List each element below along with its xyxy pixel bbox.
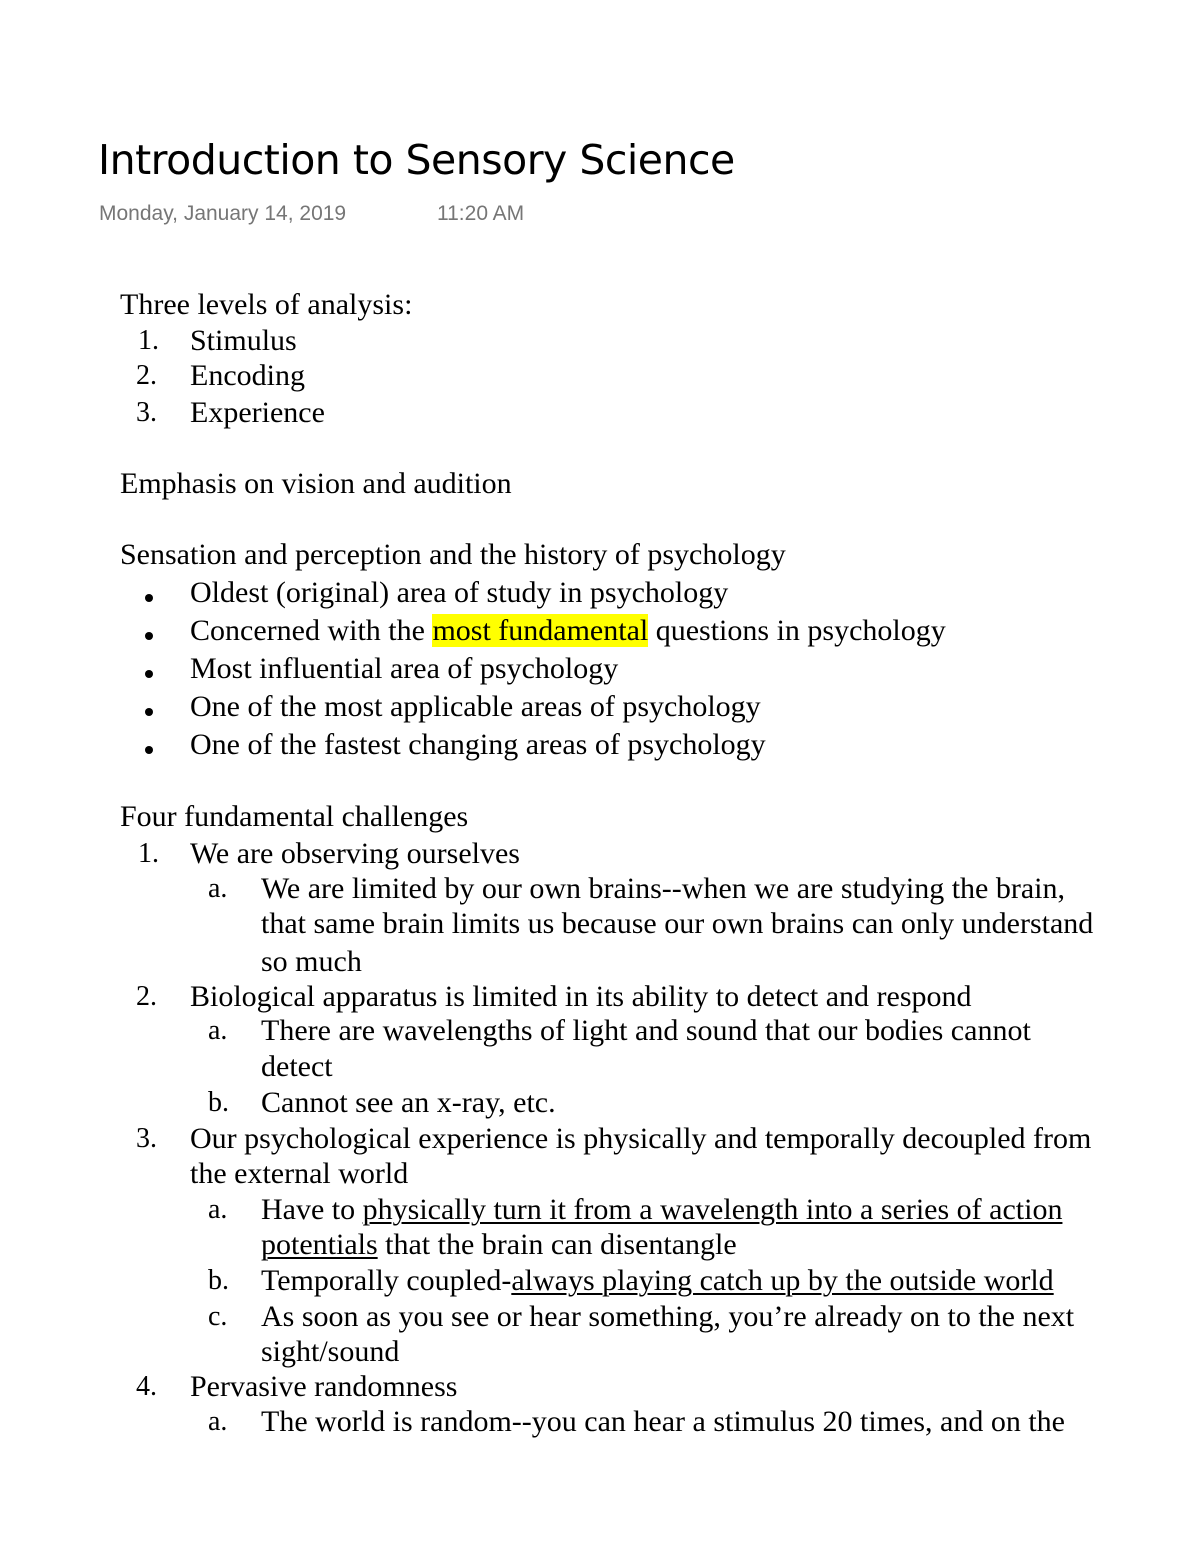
list-letter: a. [208,1406,228,1437]
sub-item-line [261,1192,1062,1228]
list-number: 1. [138,325,159,356]
list-item: Pervasive randomness [190,1370,458,1403]
list-item: Biological apparatus is limited in its ability to detect and respond [190,980,972,1013]
sub-item-text: that the brain can disentangle [377,1228,737,1261]
highlighted-text: most fundamental [432,614,649,647]
list-item: Most influential area of psychology [190,652,619,685]
bullet-icon [145,632,153,640]
list-letter: b. [208,1265,229,1296]
sub-item-line [261,1227,737,1263]
list-letter: b. [208,1087,229,1118]
bullet-icon [145,670,153,678]
sub-item-line: As soon as you see or hear something, you’re already on to the next [261,1300,1075,1333]
list-item-text: questions in psychology [648,614,946,647]
list-item: Stimulus [190,324,297,357]
list-number: 1. [138,838,159,869]
list-number: 2. [136,981,157,1012]
sub-item-line: We are limited by our own brains--when we are studying the brain, [261,872,1066,905]
list-letter: a. [208,1015,228,1046]
sub-item-text: Have to [261,1193,363,1226]
list-number: 3. [136,1123,157,1154]
sub-item-text: Temporally coupled- [261,1264,512,1297]
list-item: Our psychological experience is physically and temporally decoupled from [190,1122,1092,1155]
list-number: 3. [136,397,157,428]
list-item-text: Concerned with the [190,614,433,647]
sub-item-line: The world is random--you can hear a stimulus 20 times, and on the [261,1405,1065,1438]
bullet-icon [145,708,153,716]
sub-item-line: so much [261,945,362,978]
note-time: 11:20 AM [437,202,525,225]
history-heading: Sensation and perception and the history of psychology [120,538,786,571]
challenges-heading: Four fundamental challenges [120,800,469,833]
list-letter: c. [208,1301,228,1332]
list-item: We are observing ourselves [190,837,520,870]
list-item [190,613,946,649]
page-title: Introduction to Sensory Science [98,136,735,184]
list-item: Oldest (original) area of study in psychology [190,576,729,609]
list-item: Experience [190,396,325,429]
list-letter: a. [208,1194,228,1225]
sub-item-line: sight/sound [261,1335,400,1368]
list-item: One of the most applicable areas of psychology [190,690,761,723]
list-number: 4. [136,1371,157,1402]
list-item: Encoding [190,359,305,392]
sub-item-line [261,1263,1054,1299]
underlined-text: always playing catch up by the outside world [511,1264,1054,1297]
underlined-text: potentials [261,1228,378,1261]
list-item: the external world [190,1157,409,1190]
list-number: 2. [136,360,157,391]
note-date: Monday, January 14, 2019 [99,202,347,225]
sub-item-line: Cannot see an x-ray, etc. [261,1086,556,1119]
sub-item-line: detect [261,1050,333,1083]
sub-item-line: There are wavelengths of light and sound that our bodies cannot [261,1014,1031,1047]
bullet-icon [145,746,153,754]
emphasis-line: Emphasis on vision and audition [120,467,512,500]
underlined-text: physically turn it from a wavelength into a series of action [362,1193,1063,1226]
sub-item-line: that same brain limits us because our own brains can only understand [261,907,1094,940]
levels-heading: Three levels of analysis: [120,288,413,321]
bullet-icon [145,594,153,602]
list-letter: a. [208,873,228,904]
list-item: One of the fastest changing areas of psychology [190,728,766,761]
